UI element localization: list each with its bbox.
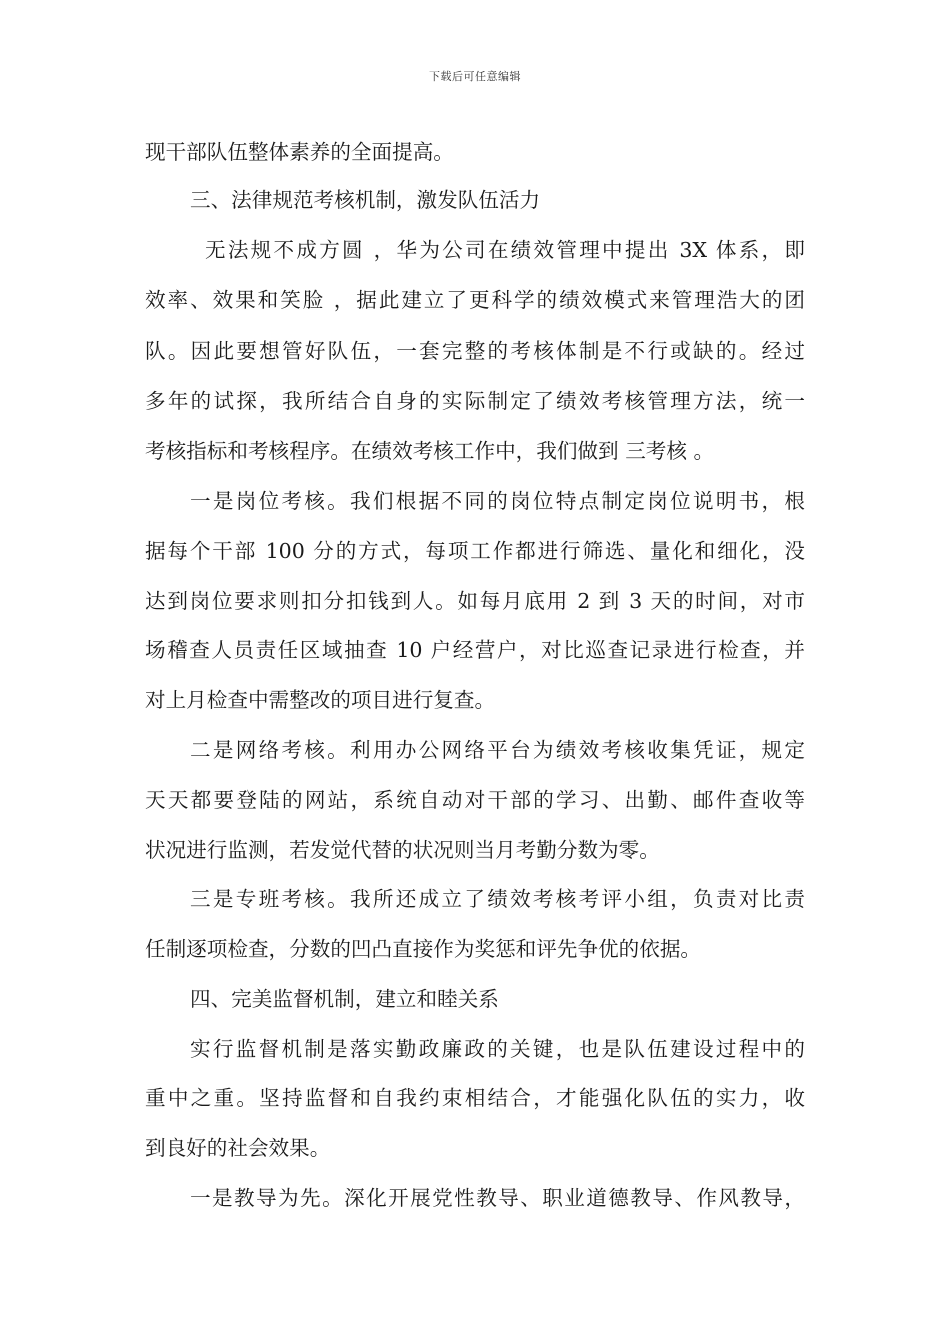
body-line: 队。因此要想管好队伍，一套完整的考核体制是不行或缺的。经过 (145, 339, 805, 363)
body-line: 天天都要登陆的网站，系统自动对干部的学习、出勤、邮件查收等 (145, 788, 805, 812)
body-line: 一是教导为先。深化开展党性教导、职业道德教导、作风教导， (190, 1186, 805, 1210)
body-line: 任制逐项检查，分数的凹凸直接作为奖惩和评先争优的依据。 (145, 937, 702, 961)
body-line: 二是网络考核。利用办公网络平台为绩效考核收集凭证，规定 (190, 738, 805, 762)
body-line: 多年的试探，我所结合自身的实际制定了绩效考核管理方法，统一 (145, 389, 805, 413)
body-line: 效率、效果和笑脸 ，据此建立了更科学的绩效模式来管理浩大的团 (145, 288, 805, 312)
body-line: 现干部队伍整体素养的全面提高。 (145, 140, 454, 164)
body-line: 据每个干部 100 分的方式，每项工作都进行筛选、量化和细化，没 (145, 539, 805, 563)
body-line: 三是专班考核。我所还成立了绩效考核考评小组，负责对比责 (190, 887, 805, 911)
body-line: 到良好的社会效果。 (145, 1136, 331, 1160)
body-line: 实行监督机制是落实勤政廉政的关键，也是队伍建设过程中的 (190, 1037, 805, 1061)
section-heading: 三、法律规范考核机制，激发队伍活力 (190, 188, 541, 212)
body-line: 达到岗位要求则扣分扣钱到人。如每月底用 2 到 3 天的时间，对市 (145, 589, 805, 613)
body-line: 无法规不成方圆 ，华为公司在绩效管理中提出 3X 体系，即 (205, 238, 805, 262)
body-line: 状况进行监测，若发觉代替的状况则当月考勤分数为零。 (145, 838, 660, 862)
body-line: 一是岗位考核。我们根据不同的岗位特点制定岗位说明书，根 (190, 489, 805, 513)
section-heading: 四、完美监督机制，建立和睦关系 (190, 987, 499, 1011)
body-line: 重中之重。坚持监督和自我约束相结合，才能强化队伍的实力，收 (145, 1086, 805, 1110)
body-line: 对上月检查中需整改的项目进行复查。 (145, 688, 496, 712)
body-line: 考核指标和考核程序。在绩效考核工作中，我们做到 三考核 。 (145, 439, 715, 463)
page-header: 下载后可任意编辑 (429, 70, 521, 83)
body-line: 场稽查人员责任区域抽查 10 户经营户，对比巡查记录进行检查，并 (145, 638, 805, 662)
